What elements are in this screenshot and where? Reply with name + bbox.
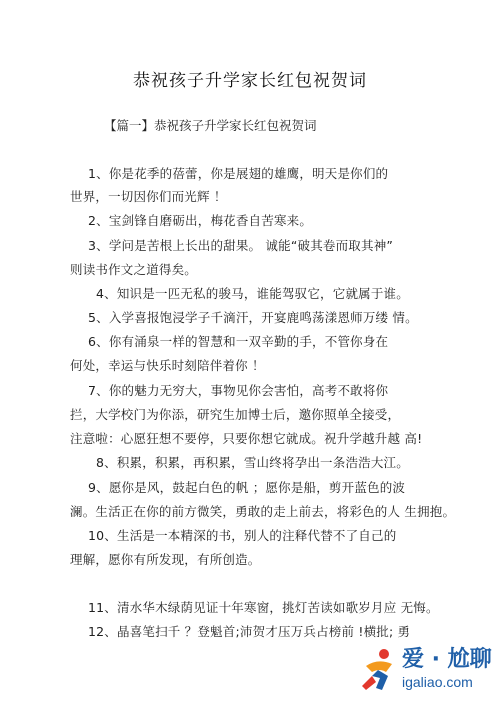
text-line: 3、学问是苦根上长出的甜果。 诚能“破其卷而取其神”	[88, 238, 394, 253]
text-line: 5、入学喜报饱浸学子千滴汗，开宴鹿鸣荡漾恩师万缕 情。	[88, 310, 418, 325]
text-line: 7、你的魅力无穷大，事物见你会害怕，高考不敢将你	[88, 383, 389, 398]
text-line: 1、你是花季的蓓蕾，你是展翅的雄鹰，明天是你们的	[88, 166, 389, 181]
text-line: 何处，幸运与快乐时刻陪伴着你 ！	[70, 358, 265, 373]
text-line: 4、知识是一匹无私的骏马，谁能驾驭它，它就属于谁。	[96, 286, 409, 301]
running-figure-logo-icon	[358, 646, 400, 696]
site-watermark	[358, 640, 498, 702]
text-line: 2、宝剑锋自磨砺出，梅花香自苦寒来。	[88, 213, 313, 228]
text-line: 9、愿你是风，鼓起白色的帆 ；愿你是船，剪开蓝色的波	[88, 480, 406, 495]
watermark-brand-name: 爱 · 尬聊	[402, 647, 492, 672]
text-line: 澜。生活正在你的前方微笑，勇敢的走上前去，将彩色的人 生拥抱。	[70, 504, 456, 519]
text-line: 8、积累，积累，再积累，雪山终将孕出一条浩浩大江。	[96, 455, 409, 470]
text-line: 注意啦：心愿狂想不要停，只要你想它就成。祝升学越升越 高!	[70, 431, 423, 446]
text-line: 世界，一切因你们而光辉 ！	[70, 189, 227, 204]
watermark-domain: igaliao.com	[402, 674, 473, 690]
text-line: 10、生活是一本精深的书，别人的注释代替不了自己的	[88, 528, 397, 543]
document-title: 恭祝孩子升学家长红包祝贺词	[133, 71, 367, 91]
text-line: 则读书作文之道得矣。	[70, 262, 198, 277]
text-line: 理解，愿你有所发现，有所创造。	[70, 552, 261, 567]
text-line: 拦，大学校门为你添，研究生加博士后，邀你照单全接受，	[70, 407, 401, 422]
text-line: 6、你有涌泉一样的智慧和一双辛勤的手，不管你身在	[88, 334, 389, 349]
text-line: 12、晶喜笔扫千 ？登魁首;沛贺才压万兵占榜前 !横批; 勇	[88, 624, 411, 639]
text-line: 11、清水华木绿荫见证十年寒窗，挑灯苦读如歌岁月应 无悔。	[88, 600, 439, 615]
section-heading: 【篇一】恭祝孩子升学家长红包祝贺词	[104, 118, 317, 133]
